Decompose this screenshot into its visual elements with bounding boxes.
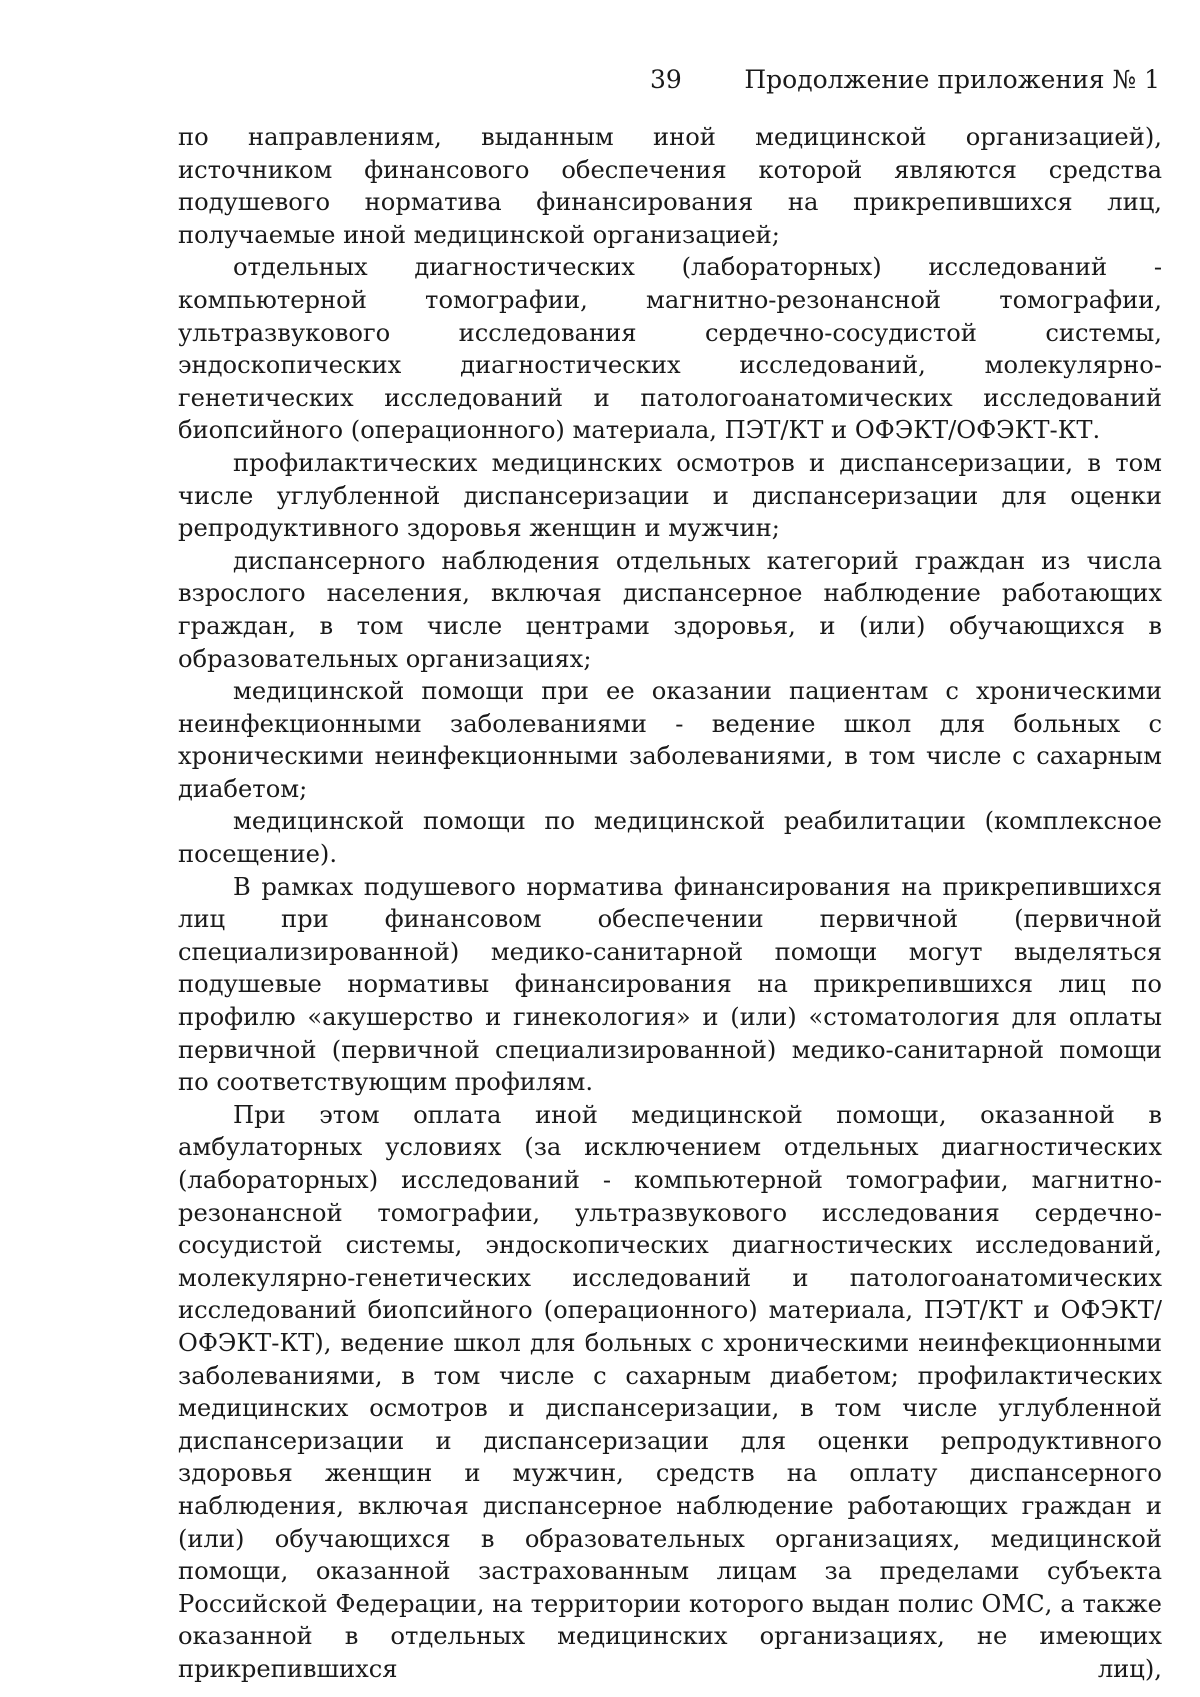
- page-number: 39: [650, 65, 682, 94]
- paragraph: При этом оплата иной медицинской помощи, оказанной в амбулаторных условиях (за исключением отдельных диагностических (лабораторных) исследований - компьютерной томографии, магнитно-резонансной томографии, ультразвукового исследования сердечно-сосудистой системы, эндоскопических диагностических исследований, молекулярно-генетических исследований и патологоанатомических исследований биопсийного (операционного) материала, ПЭТ/КТ и ОФЭКТ/ОФЭКТ-КТ), ведение школ для больных с хроническими неинфекционными заболеваниями, в том числе с сахарным диабетом; профилактических медицинских осмотров и диспансеризации, в том числе углубленной диспансеризации и диспансеризации для оценки репродуктивного здоровья женщин и мужчин, средств на оплату диспансерного наблюдения, включая диспансерное наблюдение работающих граждан и (или) обучающихся в образовательных организациях, медицинской помощи, оказанной застрахованным лицам за пределами субъекта Российской Федерации, на территории которого выдан полис ОМС, а также оказанной в отдельных медицинских организациях, не имеющих прикрепившихся лиц),: [178, 1100, 1162, 1683]
- paragraph: медицинской помощи при ее оказании пациентам с хроническими неинфекционными заболеваниями - ведение школ для больных с хроническими неинфекционными заболеваниями, в том числе с сахарным диабетом;: [178, 677, 1162, 803]
- document-body: [178, 121, 1162, 1686]
- appendix-continuation-note: Продолжение приложения № 1: [744, 65, 1160, 94]
- paragraph: по направлениям, выданным иной медицинской организацией), источником финансового обеспечения которой являются средства подушевого норматива финансирования на прикрепившихся лиц, получаемые иной медицинской организацией;: [178, 123, 1162, 249]
- paragraph: диспансерного наблюдения отдельных категорий граждан из числа взрослого населения, включая диспансерное наблюдение работающих граждан, в том числе центрами здоровья, и (или) обучающихся в образовательных организациях;: [178, 546, 1162, 673]
- paragraph: медицинской помощи по медицинской реабилитации (комплексное посещение).: [178, 807, 1162, 869]
- page-header: [178, 62, 1160, 98]
- paragraph: отдельных диагностических (лабораторных) исследований - компьютерной томографии, магнитно-резонансной томографии, ультразвукового исследования сердечно-сосудистой системы, эндоскопических диагностических исследований, молекулярно-генетических исследований и патологоанатомических исследований биопсийного (операционного) материала, ПЭТ/КТ и ОФЭКТ/ОФЭКТ-КТ.: [178, 253, 1162, 445]
- paragraph: В рамках подушевого норматива финансирования на прикрепившихся лиц при финансовом обеспечении первичной (первичной специализированной) медико-санитарной помощи могут выделяться подушевые нормативы финансирования на прикрепившихся лиц по профилю «акушерство и гинекология» и (или) «стоматология для оплаты первичной (первичной специализированной) медико-санитарной помощи по соответствующим профилям.: [178, 872, 1162, 1097]
- paragraph: профилактических медицинских осмотров и диспансеризации, в том числе углубленной диспансеризации и диспансеризации для оценки репродуктивного здоровья женщин и мужчин;: [178, 448, 1162, 543]
